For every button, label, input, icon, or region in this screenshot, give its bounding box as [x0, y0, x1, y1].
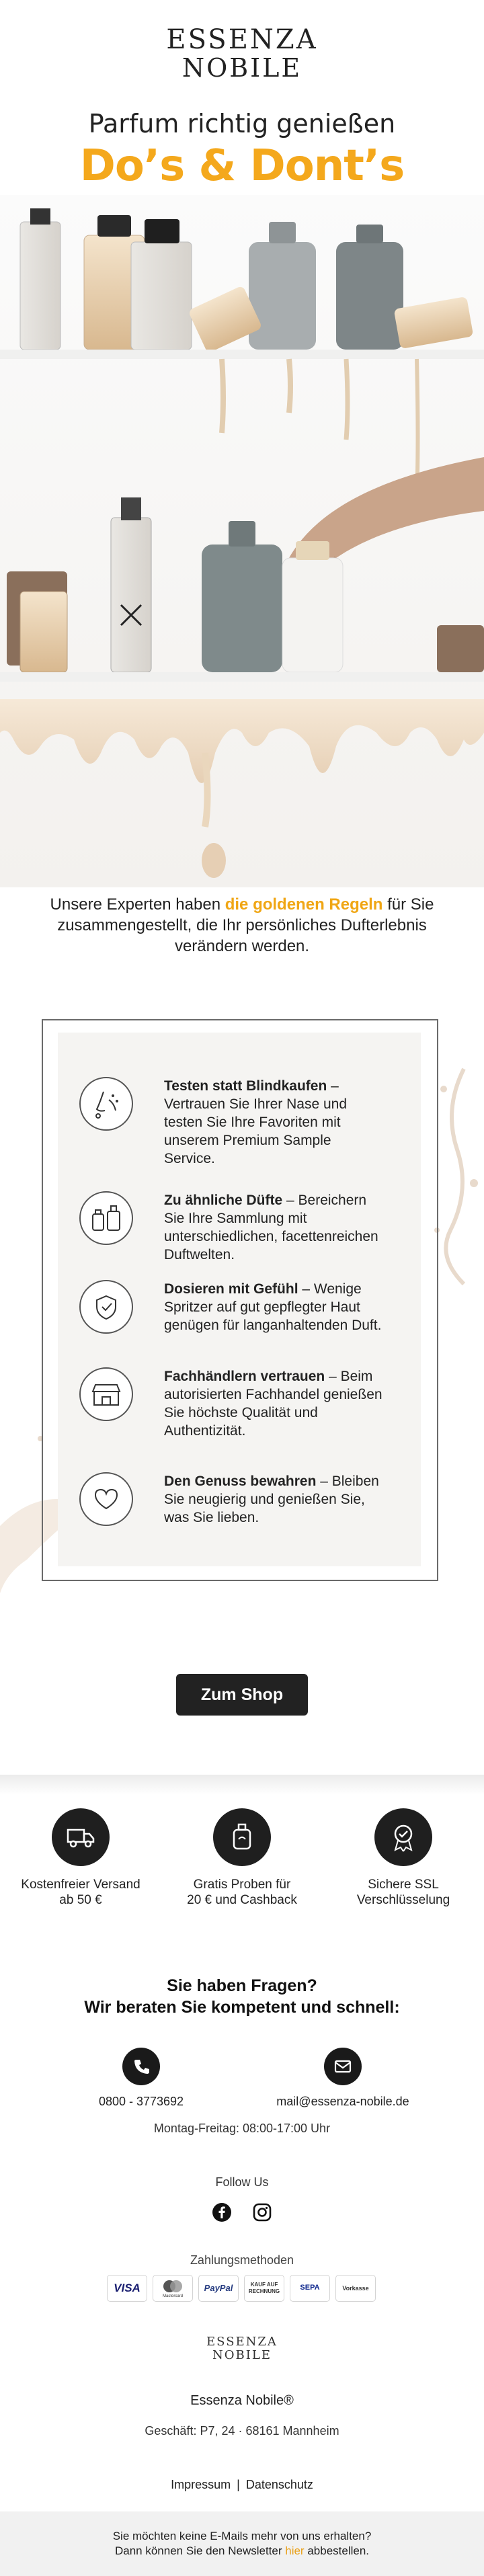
- payment-invoice-label: KAUF AUF RECHNUNG: [248, 2282, 280, 2294]
- opening-hours: Montag-Freitag: 08:00-17:00 Uhr: [153, 2122, 331, 2135]
- footer-logo-line2: NOBILE: [212, 2348, 272, 2362]
- benefit-label-line1: Sichere SSL: [368, 1878, 439, 1892]
- benefit-label: [161, 1877, 323, 1908]
- benefit-item: [323, 1808, 484, 1908]
- hero-title: Do’s & Dont’s: [79, 141, 405, 191]
- ssl-badge-icon: [374, 1808, 432, 1866]
- brand-logo-line1: ESSENZA: [166, 24, 318, 55]
- benefit-label: [323, 1877, 484, 1908]
- company-name: Essenza Nobile®: [190, 2393, 294, 2408]
- payment-sepa-label: SEPA: [300, 2284, 320, 2292]
- phone-number[interactable]: 0800 - 3773692: [98, 2095, 184, 2108]
- tip-text: [164, 1077, 386, 1168]
- sepa-icon: [290, 2275, 330, 2302]
- benefit-label-line2: Verschlüsselung: [356, 1893, 450, 1907]
- tip-text: [164, 1367, 386, 1440]
- payment-prepayment-label: Vorkasse: [342, 2285, 369, 2292]
- benefit-label-line1: Kostenfreier Versand: [21, 1878, 140, 1892]
- mail-icon: [324, 2048, 362, 2085]
- legal-links: [0, 2478, 484, 2492]
- payment-visa-label: VISA: [114, 2282, 140, 2294]
- contact-title-line2: Wir beraten Sie kompetent und schnell:: [84, 1998, 400, 2017]
- perfume-sample-icon: [213, 1808, 271, 1866]
- unsubscribe-link[interactable]: hier: [285, 2544, 305, 2557]
- impressum-link[interactable]: Impressum: [171, 2478, 231, 2491]
- tip-desc: – Beim autorisierten Fachhandel genießen Sie höchste Qualität und Authentizität.: [164, 1369, 382, 1439]
- benefit-label: [0, 1877, 161, 1908]
- contact-title: [0, 1975, 484, 2018]
- tip-text: [164, 1191, 386, 1264]
- benefit-label-line2: ab 50 €: [59, 1893, 102, 1907]
- visa-icon: [107, 2275, 147, 2302]
- hero-perfume-image[interactable]: [0, 195, 484, 887]
- tip-text: [164, 1472, 386, 1527]
- paypal-icon: [198, 2275, 239, 2302]
- tip-bold: Den Genuss bewahren: [164, 1474, 317, 1489]
- payment-paypal-label: PayPal: [204, 2283, 233, 2293]
- payment-methods-row: [107, 2275, 377, 2302]
- tip-bold: Fachhändlern vertrauen: [164, 1369, 325, 1384]
- benefit-label-line2: 20 € und Cashback: [187, 1893, 297, 1907]
- tip-desc: – Bereichern Sie Ihre Sammlung mit unterschiedlichen, facettenreichen Duftwelten.: [164, 1193, 378, 1262]
- unsubscribe-line2-after: abbestellen.: [304, 2544, 370, 2557]
- perfume-bottles-icon: [79, 1191, 133, 1245]
- phone-contact[interactable]: [54, 2048, 229, 2109]
- heart-hands-icon: [79, 1472, 133, 1526]
- facebook-icon[interactable]: [212, 2202, 232, 2222]
- benefit-label-line1: Gratis Proben für: [193, 1878, 291, 1892]
- tip-desc: – Bleiben Sie neugierig und genießen Sie, was Sie lieben.: [164, 1474, 379, 1525]
- tip-desc: – Wenige Spritzer auf gut gepflegter Haut genügen für langanhaltenden Duft.: [164, 1281, 382, 1333]
- tip-bold: Zu ähnliche Düfte: [164, 1193, 283, 1208]
- unsubscribe-line2-before: Dann können Sie den Newsletter: [114, 2544, 286, 2557]
- unsubscribe-line1: Sie möchten keine E-Mails mehr von uns erhalten?: [112, 2530, 372, 2542]
- nose-test-icon: [79, 1077, 133, 1131]
- datenschutz-link[interactable]: Datenschutz: [245, 2478, 313, 2491]
- mastercard-icon: [153, 2275, 193, 2302]
- intro-text-before: Unsere Experten haben: [50, 895, 225, 914]
- tip-bold: Dosieren mit Gefühl: [164, 1281, 298, 1297]
- intro-text-after: für Sie zusammengestellt, die Ihr persönliches Dufterlebnis verändern werden.: [57, 895, 434, 955]
- shop-button[interactable]: Zum Shop: [176, 1674, 308, 1716]
- footer-logo[interactable]: [0, 2335, 484, 2362]
- payment-mastercard-label: Mastercard: [162, 2294, 183, 2298]
- tip-text: [164, 1280, 386, 1334]
- benefit-item: [0, 1808, 161, 1908]
- unsubscribe-text: [0, 2529, 484, 2559]
- hero-subtitle: Parfum richtig genießen: [88, 109, 396, 138]
- prepayment-icon: [335, 2275, 376, 2302]
- brand-logo-line2: NOBILE: [182, 53, 302, 83]
- spray-shield-icon: [79, 1280, 133, 1334]
- section-divider: [0, 1775, 484, 1795]
- intro-text: [27, 894, 457, 957]
- brand-logo[interactable]: [0, 26, 484, 82]
- footer-logo-line1: ESSENZA: [206, 2335, 278, 2349]
- email-address[interactable]: mail@essenza-nobile.de: [276, 2095, 409, 2108]
- store-icon: [79, 1367, 133, 1421]
- truck-icon: [52, 1808, 110, 1866]
- follow-us-label: Follow Us: [215, 2175, 269, 2189]
- instagram-icon[interactable]: [252, 2202, 272, 2222]
- phone-icon: [122, 2048, 160, 2085]
- intro-highlight: die goldenen Regeln: [225, 895, 383, 914]
- tip-bold: Testen statt Blindkaufen: [164, 1078, 327, 1094]
- benefit-item: [161, 1808, 323, 1908]
- legal-separator: |: [237, 2478, 240, 2491]
- email-contact[interactable]: [255, 2048, 430, 2109]
- company-address: Geschäft: P7, 24 · 68161 Mannheim: [145, 2424, 339, 2438]
- contact-title-line1: Sie haben Fragen?: [167, 1976, 317, 1995]
- invoice-icon: [244, 2275, 284, 2302]
- payment-methods-label: Zahlungsmethoden: [190, 2253, 294, 2267]
- tip-desc: – Vertrauen Sie Ihrer Nase und testen Sie Ihre Favoriten mit unserem Premium Sample Service.: [164, 1078, 347, 1166]
